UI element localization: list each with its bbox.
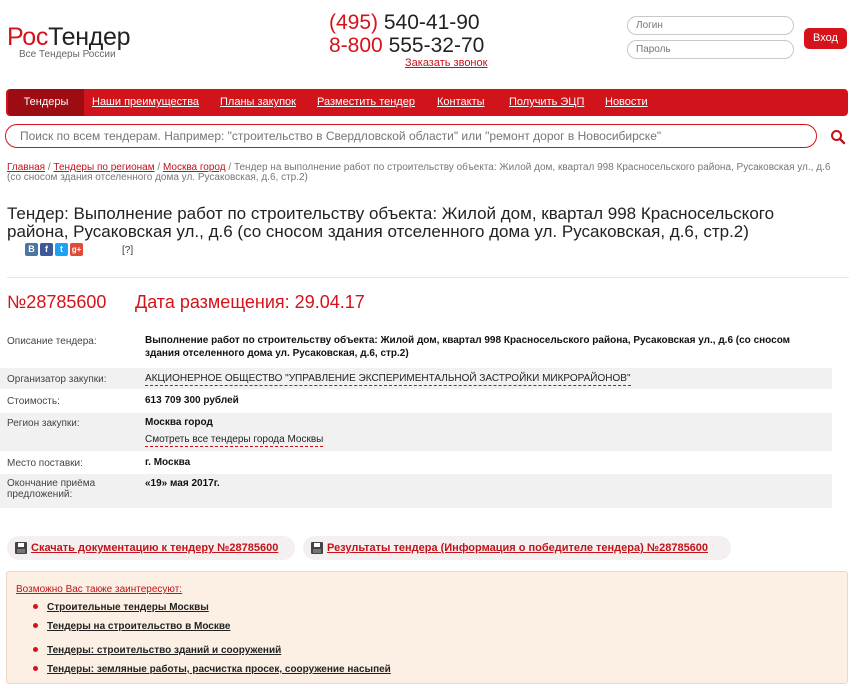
region-label: Регион закупки: [7, 418, 80, 429]
nav-item-tenders[interactable]: Тендеры [8, 89, 84, 116]
tender-results-button[interactable] [303, 536, 731, 560]
phone-moscow-code: (495) [329, 11, 379, 34]
phone-moscow [329, 12, 480, 33]
phone-moscow-number: 540-41-90 [383, 11, 480, 34]
related-item[interactable]: Тендеры на строительство в Москве [47, 621, 231, 632]
download-docs-button[interactable] [7, 536, 295, 560]
place-value: г. Москва [145, 457, 191, 468]
breadcrumb-separator: / [157, 162, 161, 173]
bullet-icon [33, 666, 38, 671]
phone-free-code: 8-800 [329, 34, 383, 57]
related-title[interactable]: Возможно Вас также заинтересуют: [16, 584, 183, 595]
login-input[interactable] [627, 16, 794, 35]
tender-results-link[interactable]: Результаты тендера (Информация о победителе тендера) №28785600 [327, 542, 709, 554]
logo-ros: Рос [7, 23, 49, 51]
nav-item-plans[interactable]: Планы закупок [220, 96, 296, 108]
related-item[interactable]: Тендеры: земляные работы, расчистка просек, сооружение насыпей [47, 664, 391, 675]
region-all-tenders-link[interactable]: Смотреть все тендеры города Москвы [145, 434, 324, 445]
deadline-value: «19» мая 2017г. [145, 478, 220, 489]
share-googleplus-button[interactable]: g+ [71, 245, 82, 254]
breadcrumb-separator: / [47, 162, 51, 173]
share-help-link[interactable]: [?] [122, 245, 134, 256]
save-disk-icon [15, 542, 27, 554]
nav-item-get-signature[interactable]: Получить ЭЦП [509, 96, 585, 108]
bullet-icon [33, 623, 38, 628]
related-item[interactable]: Строительные тендеры Москвы [47, 602, 209, 613]
login-button[interactable]: Вход [804, 28, 847, 49]
nav-item-post-tender[interactable]: Разместить тендер [317, 96, 415, 108]
breadcrumb-home[interactable]: Главная [7, 162, 46, 173]
share-vk-button[interactable]: В [25, 243, 38, 256]
breadcrumb-separator: / [228, 162, 232, 173]
logo-tagline: Все Тендеры России [19, 49, 116, 60]
search-input[interactable] [5, 124, 817, 148]
password-input[interactable] [627, 40, 794, 59]
breadcrumb-current: Тендер на выполнение работ по строительству объекта: Жилой дом, квартал 998 Красносельского района, Русаковская ул., д.6 (со сносом здания отселенного дома ул. Русаковская, д.6, стр.2) [7, 162, 831, 183]
cost-value: 613 709 300 рублей [145, 395, 239, 406]
deadline-label: Окончание приёма предложений: [7, 478, 96, 500]
bullet-icon [33, 647, 38, 652]
logo-tender: Тендер [48, 23, 131, 51]
description-label: Описание тендера: [7, 336, 97, 347]
table-row-cost [0, 391, 832, 411]
breadcrumb [7, 163, 847, 183]
related-item[interactable]: Тендеры: строительство зданий и сооружений [47, 645, 282, 656]
breadcrumb-regions[interactable]: Тендеры по регионам [53, 162, 155, 173]
search-icon[interactable] [830, 129, 846, 145]
tender-date: Дата размещения: 29.04.17 [135, 292, 365, 312]
main-nav [6, 89, 848, 116]
breadcrumb-city[interactable]: Москва город [162, 162, 226, 173]
organizer-label: Организатор закупки: [7, 374, 107, 385]
tender-number: №28785600 [7, 292, 107, 312]
nav-item-advantages[interactable]: Наши преимущества [92, 96, 200, 108]
nav-item-news[interactable]: Новости [605, 96, 648, 108]
place-label: Место поставки: [7, 458, 83, 469]
phone-free-number: 555-32-70 [388, 34, 485, 57]
organizer-link[interactable]: АКЦИОНЕРНОЕ ОБЩЕСТВО "УПРАВЛЕНИЕ ЭКСПЕРИМЕНТАЛЬНОЙ ЗАСТРОЙКИ МИКРОРАЙОНОВ" [145, 373, 631, 384]
table-row-place [0, 453, 832, 473]
site-logo[interactable] [7, 24, 130, 50]
phone-free [329, 35, 484, 56]
table-row-deadline [0, 474, 832, 508]
download-docs-link[interactable]: Скачать документацию к тендеру №28785600 [31, 542, 279, 554]
table-row-region [0, 413, 832, 451]
page-title: Тендер: Выполнение работ по строительству объекта: Жилой дом, квартал 998 Красносельского района, Русаковская ул., д.6 (со сносом здания отселенного дома ул. Русаковская, д.6, стр.2) [7, 204, 775, 241]
share-twitter-button[interactable]: t [55, 243, 68, 256]
divider [7, 277, 849, 278]
save-disk-icon [311, 542, 323, 554]
share-facebook-button[interactable]: f [40, 243, 53, 256]
callback-link[interactable]: Заказать звонок [405, 57, 488, 69]
nav-item-contacts[interactable]: Контакты [437, 96, 485, 108]
cost-label: Стоимость: [7, 396, 60, 407]
description-value: Выполнение работ по строительству объекта: Жилой дом, квартал 998 Красносельского района, Русаковская ул., д.6 (со сносом здания отселенного дома ул. Русаковская, д.6, стр.2) [145, 335, 791, 359]
region-value: Москва город [145, 417, 213, 428]
bullet-icon [33, 604, 38, 609]
